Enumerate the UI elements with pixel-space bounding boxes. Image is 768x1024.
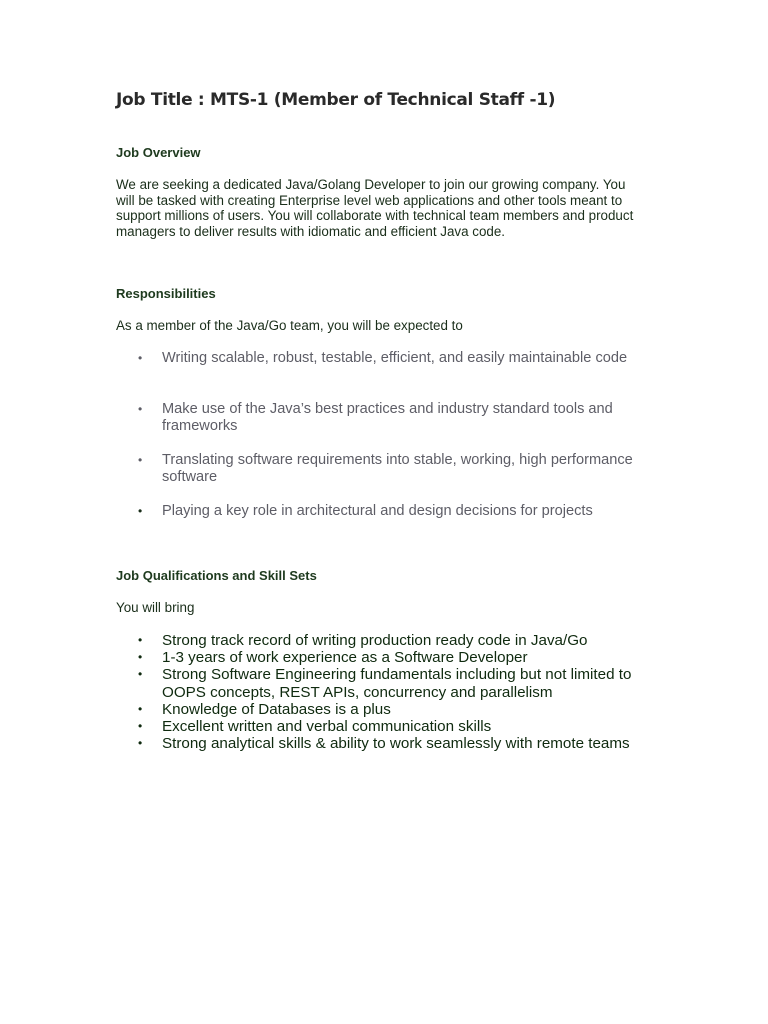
job-title: Job Title : MTS-1 (Member of Technical Staff -1) <box>116 90 556 110</box>
responsibilities-intro: As a member of the Java/Go team, you will be expected to <box>116 318 463 333</box>
responsibilities-heading: Responsibilities <box>116 286 216 301</box>
bullet-icon: • <box>138 667 143 682</box>
list-item <box>116 701 656 718</box>
list-item <box>116 503 656 520</box>
job-overview-paragraph: We are seeking a dedicated Java/Golang Developer to join our growing company. You will be tasked with creating Enterprise level web applications and other tools meant to support millions of users. You will collaborate with technical team members and product managers to deliver results with idiomatic and efficient Java code. <box>116 177 634 239</box>
responsibility-text: Translating software requirements into stable, working, high performance software <box>162 452 633 485</box>
qualifications-intro: You will bring <box>116 600 195 615</box>
bullet-icon: • <box>138 504 143 518</box>
list-item <box>116 632 656 649</box>
qualification-text: Strong analytical skills & ability to work seamlessly with remote teams <box>162 735 630 753</box>
qualification-text: Strong Software Engineering fundamentals including but not limited to OOPS concepts, REST APIs, concurrency and parallelism <box>162 666 632 701</box>
responsibility-text: Writing scalable, robust, testable, efficient, and easily maintainable code <box>162 350 628 366</box>
responsibility-text: Make use of the Java’s best practices and industry standard tools and frameworks <box>162 401 613 434</box>
bullet-icon: • <box>138 701 143 716</box>
list-item <box>116 350 656 367</box>
bullet-icon: • <box>138 633 143 647</box>
qualifications-heading: Job Qualifications and Skill Sets <box>116 568 317 583</box>
list-item <box>116 401 656 435</box>
list-item <box>116 649 656 666</box>
list-item <box>116 666 656 700</box>
qualification-text: Strong track record of writing production ready code in Java/Go <box>162 632 588 649</box>
bullet-icon: • <box>138 351 143 365</box>
bullet-icon: • <box>138 650 143 665</box>
bullet-icon: • <box>138 402 143 416</box>
bullet-icon: • <box>138 736 143 751</box>
list-item <box>116 452 656 486</box>
qualification-text: 1-3 years of work experience as a Software Developer <box>162 649 528 667</box>
list-item <box>116 735 656 752</box>
list-item <box>116 718 656 735</box>
qualifications-list <box>116 632 656 752</box>
job-overview-heading: Job Overview <box>116 145 201 160</box>
qualification-text: Knowledge of Databases is a plus <box>162 700 391 718</box>
bullet-icon: • <box>138 719 143 734</box>
qualification-text: Excellent written and verbal communication skills <box>162 718 492 736</box>
bullet-icon: • <box>138 453 143 467</box>
responsibility-text: Playing a key role in architectural and design decisions for projects <box>162 503 593 519</box>
